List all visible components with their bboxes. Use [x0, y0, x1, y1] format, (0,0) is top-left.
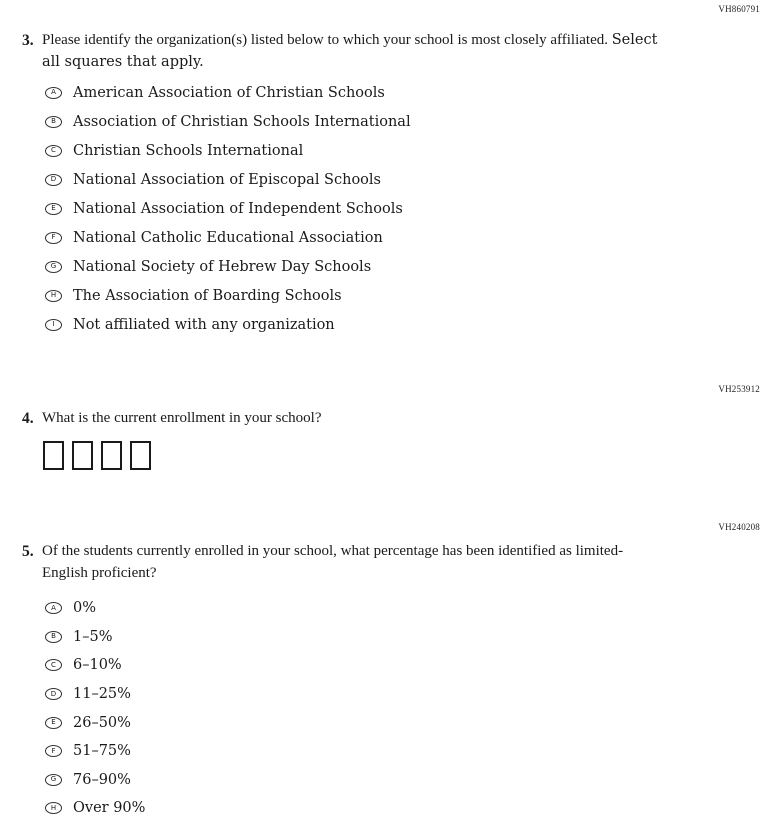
- question-3-number: 3.: [22, 32, 34, 49]
- q3-option-row-i: [45, 310, 411, 339]
- q5-option-row-h: [45, 794, 145, 823]
- question-3-options: [45, 78, 411, 339]
- q3-answer-oval-f[interactable]: F: [45, 232, 62, 244]
- q3-option-row-e: [45, 194, 411, 223]
- q3-option-c-label: Christian Schools International: [73, 142, 304, 159]
- q5-option-b-label: 1–5%: [73, 628, 113, 645]
- q3-option-row-a: [45, 78, 411, 107]
- q5-option-d-label: 11–25%: [73, 686, 131, 703]
- enrollment-digit-box-4[interactable]: [130, 441, 151, 470]
- q5-option-f-label: 51–75%: [73, 743, 131, 760]
- q5-option-g-label: 76–90%: [73, 771, 131, 788]
- q3-option-g-label: National Society of Hebrew Day Schools: [73, 258, 372, 275]
- q3-option-row-h: [45, 281, 411, 310]
- enrollment-digit-box-2[interactable]: [72, 441, 93, 470]
- q5-option-row-g: [45, 766, 145, 795]
- form-code-q5: VH240208: [718, 522, 760, 532]
- q5-option-row-e: [45, 708, 145, 737]
- question-5-text-block: [42, 541, 627, 584]
- q3-answer-oval-g[interactable]: G: [45, 261, 62, 273]
- q3-answer-oval-e[interactable]: E: [45, 203, 62, 215]
- q3-option-row-f: [45, 223, 411, 252]
- q5-option-e-label: 26–50%: [73, 714, 131, 731]
- q5-answer-oval-c[interactable]: C: [45, 659, 62, 671]
- question-3-instruction-part1: Select: [611, 32, 658, 48]
- q3-answer-oval-i[interactable]: I: [45, 319, 62, 331]
- question-4-number: 4.: [22, 410, 34, 427]
- q3-option-row-g: [45, 252, 411, 281]
- question-3-text-block: [42, 30, 704, 73]
- q3-option-i-label: Not affiliated with any organization: [73, 316, 335, 333]
- q3-option-d-label: National Association of Episcopal Schools: [73, 171, 381, 188]
- q5-answer-oval-d[interactable]: D: [45, 688, 62, 700]
- q5-option-row-f: [45, 737, 145, 766]
- question-3: [22, 30, 704, 73]
- q5-option-h-label: Over 90%: [73, 800, 146, 817]
- q5-option-row-c: [45, 651, 145, 680]
- question-3-instruction-part2: all squares that apply.: [42, 53, 204, 70]
- q5-answer-oval-g[interactable]: G: [45, 774, 62, 786]
- form-code-q4: VH253912: [718, 384, 760, 394]
- q3-answer-oval-b[interactable]: B: [45, 116, 62, 128]
- q3-answer-oval-a[interactable]: A: [45, 87, 62, 99]
- q5-answer-oval-b[interactable]: B: [45, 631, 62, 643]
- q3-option-h-label: The Association of Boarding Schools: [73, 287, 342, 304]
- q3-option-f-label: National Catholic Educational Association: [73, 229, 383, 246]
- question-5-number: 5.: [22, 543, 34, 560]
- question-5-text: Of the students currently enrolled in your school, what percentage has been identified as limited-English proficient?: [42, 543, 624, 581]
- q5-answer-oval-a[interactable]: A: [45, 602, 62, 614]
- enrollment-digit-box-3[interactable]: [101, 441, 122, 470]
- question-4-text-block: [42, 408, 682, 430]
- q5-option-c-label: 6–10%: [73, 657, 122, 674]
- q5-option-a-label: 0%: [73, 600, 97, 617]
- q5-answer-oval-f[interactable]: F: [45, 745, 62, 757]
- q3-answer-oval-d[interactable]: D: [45, 174, 62, 186]
- form-code-q3: VH860791: [718, 4, 760, 14]
- q5-option-row-a: [45, 594, 145, 623]
- question-5-options: [45, 594, 145, 823]
- q5-answer-oval-h[interactable]: H: [45, 802, 62, 814]
- question-3-text: Please identify the organization(s) listed below to which your school is most closely affiliated.: [42, 32, 608, 48]
- q3-option-row-b: [45, 107, 411, 136]
- q3-option-row-c: [45, 136, 411, 165]
- q5-option-row-b: [45, 623, 145, 652]
- q3-option-b-label: Association of Christian Schools International: [73, 113, 411, 130]
- q3-answer-oval-h[interactable]: H: [45, 290, 62, 302]
- question-5: [22, 541, 627, 584]
- q3-option-e-label: National Association of Independent Schools: [73, 200, 403, 217]
- q3-answer-oval-c[interactable]: C: [45, 145, 62, 157]
- q3-option-row-d: [45, 165, 411, 194]
- q5-answer-oval-e[interactable]: E: [45, 717, 62, 729]
- enrollment-digit-boxes: [43, 441, 151, 470]
- q5-option-row-d: [45, 680, 145, 709]
- question-4-text: What is the current enrollment in your school?: [42, 410, 322, 426]
- enrollment-digit-box-1[interactable]: [43, 441, 64, 470]
- question-4: [22, 408, 682, 430]
- q3-option-a-label: American Association of Christian Schools: [73, 84, 385, 101]
